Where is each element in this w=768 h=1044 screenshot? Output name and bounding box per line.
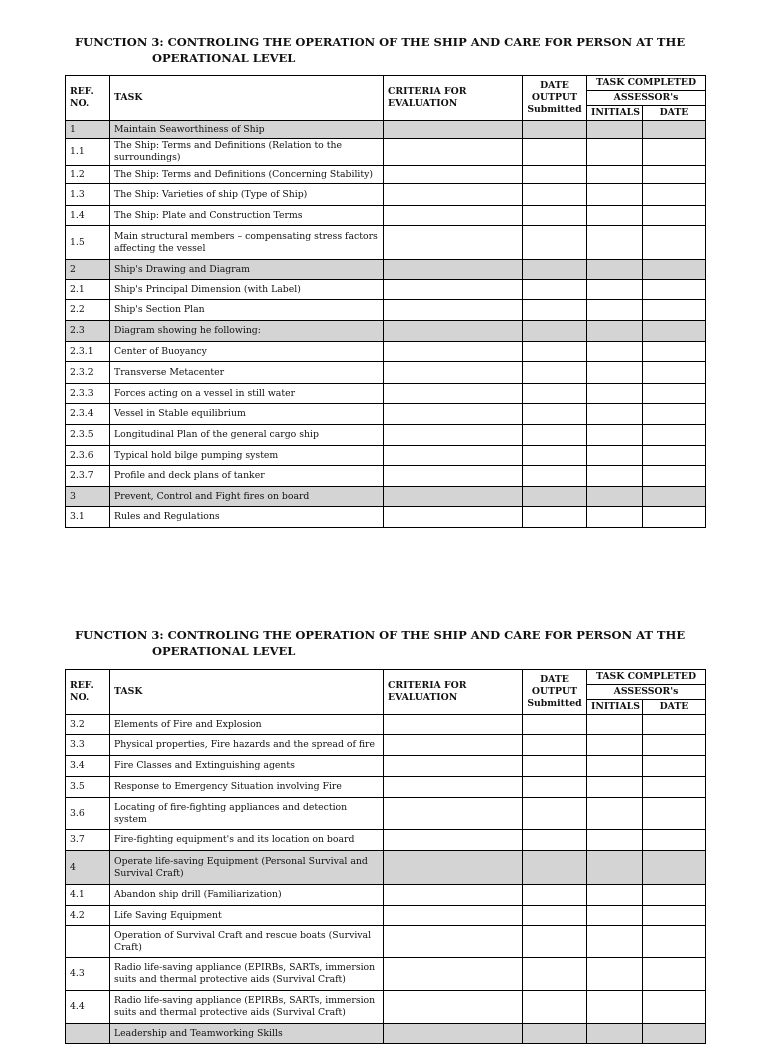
ref-cell: 2: [66, 260, 110, 280]
criteria-cell[interactable]: [384, 958, 523, 991]
date-cell[interactable]: [643, 362, 706, 384]
header-assessor: ASSESSOR's: [587, 685, 706, 700]
date-cell[interactable]: [643, 342, 706, 362]
criteria-cell[interactable]: [384, 362, 523, 384]
date-output-cell[interactable]: [523, 206, 587, 226]
date-cell[interactable]: [643, 926, 706, 958]
table-row: [66, 226, 706, 260]
task-cell: Prevent, Control and Fight fires on board: [110, 487, 384, 507]
header-task: TASK: [110, 76, 384, 121]
date-output-cell[interactable]: [523, 260, 587, 280]
table-row: [66, 715, 706, 735]
criteria-cell[interactable]: [384, 991, 523, 1024]
initials-cell[interactable]: [587, 487, 643, 507]
date-output-cell[interactable]: [523, 715, 587, 735]
date-output-cell[interactable]: [523, 777, 587, 798]
date-output-cell[interactable]: [523, 425, 587, 446]
date-cell[interactable]: [643, 798, 706, 830]
task-cell: Fire Classes and Extinguishing agents: [110, 756, 384, 777]
ref-cell: 2.3.2: [66, 362, 110, 384]
header-date: DATE: [643, 700, 706, 715]
ref-cell: [66, 1024, 110, 1044]
table-body: [66, 121, 706, 528]
date-output-cell[interactable]: [523, 906, 587, 926]
task-cell: Ship's Drawing and Diagram: [110, 260, 384, 280]
header-criteria: CRITERIA FOR EVALUATION: [384, 76, 523, 121]
criteria-cell[interactable]: [384, 384, 523, 404]
initials-cell[interactable]: [587, 885, 643, 906]
initials-cell[interactable]: [587, 184, 643, 206]
table-row: [66, 851, 706, 885]
title-line-2: OPERATIONAL LEVEL: [152, 644, 296, 658]
date-output-cell[interactable]: [523, 184, 587, 206]
table-row: [66, 885, 706, 906]
date-output-cell[interactable]: [523, 466, 587, 487]
criteria-cell[interactable]: [384, 321, 523, 342]
date-cell[interactable]: [643, 404, 706, 425]
header-criteria: CRITERIA FOR EVALUATION: [384, 670, 523, 715]
ref-cell: 3.5: [66, 777, 110, 798]
date-output-cell[interactable]: [523, 280, 587, 300]
date-cell[interactable]: [643, 446, 706, 466]
ref-cell: 1.5: [66, 226, 110, 260]
task-cell: Transverse Metacenter: [110, 362, 384, 384]
initials-cell[interactable]: [587, 735, 643, 756]
table-row: [66, 139, 706, 166]
date-cell[interactable]: [643, 121, 706, 139]
initials-cell[interactable]: [587, 851, 643, 885]
date-cell[interactable]: [643, 139, 706, 166]
table-row: [66, 384, 706, 404]
task-cell: Profile and deck plans of tanker: [110, 466, 384, 487]
criteria-cell[interactable]: [384, 487, 523, 507]
task-cell: Life Saving Equipment: [110, 906, 384, 926]
initials-cell[interactable]: [587, 121, 643, 139]
date-cell[interactable]: [643, 384, 706, 404]
ref-cell: 2.3.7: [66, 466, 110, 487]
ref-cell: 3.7: [66, 830, 110, 851]
assessment-table: [65, 669, 706, 1044]
task-cell: Main structural members – compensating stress factors affecting the vessel: [110, 226, 384, 260]
header-ref-no: REF. NO.: [66, 670, 110, 715]
ref-cell: 2.3.5: [66, 425, 110, 446]
date-cell[interactable]: [643, 756, 706, 777]
criteria-cell[interactable]: [384, 184, 523, 206]
initials-cell[interactable]: [587, 384, 643, 404]
initials-cell[interactable]: [587, 777, 643, 798]
task-cell: Maintain Seaworthiness of Ship: [110, 121, 384, 139]
task-cell: Elements of Fire and Explosion: [110, 715, 384, 735]
table-row: [66, 487, 706, 507]
ref-cell: 2.3.3: [66, 384, 110, 404]
date-cell[interactable]: [643, 166, 706, 184]
initials-cell[interactable]: [587, 206, 643, 226]
criteria-cell[interactable]: [384, 206, 523, 226]
date-cell[interactable]: [643, 777, 706, 798]
task-cell: Vessel in Stable equilibrium: [110, 404, 384, 425]
initials-cell[interactable]: [587, 756, 643, 777]
ref-cell: 4.3: [66, 958, 110, 991]
ref-cell: 2.1: [66, 280, 110, 300]
table-row: [66, 446, 706, 466]
date-cell[interactable]: [643, 830, 706, 851]
section-title: [75, 627, 695, 659]
date-output-cell[interactable]: [523, 1024, 587, 1044]
initials-cell[interactable]: [587, 906, 643, 926]
initials-cell[interactable]: [587, 991, 643, 1024]
table-row: [66, 735, 706, 756]
header-date-output: DATE OUTPUT Submitted: [523, 670, 587, 715]
initials-cell[interactable]: [587, 830, 643, 851]
task-cell: Leadership and Teamworking Skills: [110, 1024, 384, 1044]
date-cell[interactable]: [643, 226, 706, 260]
date-output-cell[interactable]: [523, 735, 587, 756]
date-output-cell[interactable]: [523, 321, 587, 342]
criteria-cell[interactable]: [384, 756, 523, 777]
criteria-cell[interactable]: [384, 798, 523, 830]
date-output-cell[interactable]: [523, 991, 587, 1024]
task-cell: Longitudinal Plan of the general cargo ship: [110, 425, 384, 446]
date-output-cell[interactable]: [523, 384, 587, 404]
initials-cell[interactable]: [587, 300, 643, 321]
table-row: [66, 121, 706, 139]
ref-cell: 3: [66, 487, 110, 507]
header-initials: INITIALS: [587, 700, 643, 715]
criteria-cell[interactable]: [384, 735, 523, 756]
ref-cell: 3.4: [66, 756, 110, 777]
table-row: [66, 1024, 706, 1044]
date-output-cell[interactable]: [523, 958, 587, 991]
initials-cell[interactable]: [587, 362, 643, 384]
task-cell: The Ship: Terms and Definitions (Relation to the surroundings): [110, 139, 384, 166]
table-row: [66, 926, 706, 958]
date-cell[interactable]: [643, 715, 706, 735]
ref-cell: 4: [66, 851, 110, 885]
criteria-cell[interactable]: [384, 466, 523, 487]
ref-cell: 2.3.4: [66, 404, 110, 425]
header-date-output: DATE OUTPUT Submitted: [523, 76, 587, 121]
criteria-cell[interactable]: [384, 404, 523, 425]
task-cell: The Ship: Terms and Definitions (Concerning Stability): [110, 166, 384, 184]
header-task: TASK: [110, 670, 384, 715]
table-row: [66, 798, 706, 830]
criteria-cell[interactable]: [384, 226, 523, 260]
section-title: [75, 34, 695, 66]
header-ref-no: REF. NO.: [66, 76, 110, 121]
table-body: [66, 715, 706, 1044]
task-cell: Diagram showing he following:: [110, 321, 384, 342]
header-task-completed: TASK COMPLETED: [587, 76, 706, 91]
assessment-table: [65, 75, 706, 528]
initials-cell[interactable]: [587, 280, 643, 300]
date-cell[interactable]: [643, 280, 706, 300]
date-cell[interactable]: [643, 507, 706, 528]
ref-cell: 3.1: [66, 507, 110, 528]
criteria-cell[interactable]: [384, 260, 523, 280]
initials-cell[interactable]: [587, 926, 643, 958]
task-cell: Radio life-saving appliance (EPIRBs, SARTs, immersion suits and thermal protective aids (Survival Craft): [110, 958, 384, 991]
task-cell: Physical properties, Fire hazards and the spread of fire: [110, 735, 384, 756]
ref-cell: 1.2: [66, 166, 110, 184]
criteria-cell[interactable]: [384, 300, 523, 321]
ref-cell: [66, 926, 110, 958]
task-cell: Radio life-saving appliance (EPIRBs, SARTs, immersion suits and thermal protective aids (Survival Craft): [110, 991, 384, 1024]
ref-cell: 2.3.6: [66, 446, 110, 466]
initials-cell[interactable]: [587, 446, 643, 466]
ref-cell: 1.1: [66, 139, 110, 166]
date-cell[interactable]: [643, 260, 706, 280]
table-row: [66, 425, 706, 446]
date-cell[interactable]: [643, 300, 706, 321]
criteria-cell[interactable]: [384, 139, 523, 166]
criteria-cell[interactable]: [384, 121, 523, 139]
criteria-cell[interactable]: [384, 507, 523, 528]
task-cell: Center of Buoyancy: [110, 342, 384, 362]
ref-cell: 2.3: [66, 321, 110, 342]
table-row: [66, 404, 706, 425]
table-row: [66, 362, 706, 384]
table-row: [66, 280, 706, 300]
table-row: [66, 342, 706, 362]
initials-cell[interactable]: [587, 466, 643, 487]
criteria-cell[interactable]: [384, 425, 523, 446]
table-row: [66, 166, 706, 184]
table-row: [66, 777, 706, 798]
title-line-1: FUNCTION 3: CONTROLING THE OPERATION OF THE SHIP AND CARE FOR PERSON AT THE: [75, 628, 686, 642]
date-output-cell[interactable]: [523, 885, 587, 906]
ref-cell: 2.3.1: [66, 342, 110, 362]
initials-cell[interactable]: [587, 321, 643, 342]
initials-cell[interactable]: [587, 260, 643, 280]
table-row: [66, 300, 706, 321]
initials-cell[interactable]: [587, 404, 643, 425]
header-initials: INITIALS: [587, 106, 643, 121]
title-line-1: FUNCTION 3: CONTROLING THE OPERATION OF THE SHIP AND CARE FOR PERSON AT THE: [75, 35, 686, 49]
criteria-cell[interactable]: [384, 926, 523, 958]
date-output-cell[interactable]: [523, 362, 587, 384]
task-cell: The Ship: Plate and Construction Terms: [110, 206, 384, 226]
task-cell: Locating of fire-fighting appliances and detection system: [110, 798, 384, 830]
date-output-cell[interactable]: [523, 507, 587, 528]
header-date: DATE: [643, 106, 706, 121]
date-cell[interactable]: [643, 184, 706, 206]
table-row: [66, 906, 706, 926]
date-cell[interactable]: [643, 466, 706, 487]
initials-cell[interactable]: [587, 798, 643, 830]
date-cell[interactable]: [643, 425, 706, 446]
initials-cell[interactable]: [587, 342, 643, 362]
criteria-cell[interactable]: [384, 446, 523, 466]
initials-cell[interactable]: [587, 226, 643, 260]
task-cell: The Ship: Varieties of ship (Type of Ship): [110, 184, 384, 206]
date-output-cell[interactable]: [523, 756, 587, 777]
task-cell: Forces acting on a vessel in still water: [110, 384, 384, 404]
ref-cell: 3.3: [66, 735, 110, 756]
table-row: [66, 830, 706, 851]
task-cell: Operation of Survival Craft and rescue boats (Survival Craft): [110, 926, 384, 958]
header-task-completed: TASK COMPLETED: [587, 670, 706, 685]
criteria-cell[interactable]: [384, 851, 523, 885]
table-row: [66, 958, 706, 991]
ref-cell: 1: [66, 121, 110, 139]
initials-cell[interactable]: [587, 1024, 643, 1044]
date-cell[interactable]: [643, 321, 706, 342]
criteria-cell[interactable]: [384, 830, 523, 851]
date-cell[interactable]: [643, 906, 706, 926]
date-output-cell[interactable]: [523, 342, 587, 362]
criteria-cell[interactable]: [384, 885, 523, 906]
initials-cell[interactable]: [587, 715, 643, 735]
header-assessor: ASSESSOR's: [587, 91, 706, 106]
task-cell: Rules and Regulations: [110, 507, 384, 528]
criteria-cell[interactable]: [384, 166, 523, 184]
criteria-cell[interactable]: [384, 715, 523, 735]
criteria-cell[interactable]: [384, 1024, 523, 1044]
date-cell[interactable]: [643, 487, 706, 507]
date-cell[interactable]: [643, 206, 706, 226]
table-row: [66, 321, 706, 342]
date-output-cell[interactable]: [523, 851, 587, 885]
initials-cell[interactable]: [587, 425, 643, 446]
date-cell[interactable]: [643, 735, 706, 756]
initials-cell[interactable]: [587, 507, 643, 528]
date-output-cell[interactable]: [523, 139, 587, 166]
ref-cell: 4.1: [66, 885, 110, 906]
ref-cell: 1.3: [66, 184, 110, 206]
task-cell: Ship's Section Plan: [110, 300, 384, 321]
date-output-cell[interactable]: [523, 404, 587, 425]
date-output-cell[interactable]: [523, 121, 587, 139]
date-cell[interactable]: [643, 1024, 706, 1044]
initials-cell[interactable]: [587, 139, 643, 166]
table-row: [66, 756, 706, 777]
ref-cell: 2.2: [66, 300, 110, 321]
table-row: [66, 991, 706, 1024]
initials-cell[interactable]: [587, 958, 643, 991]
date-output-cell[interactable]: [523, 166, 587, 184]
initials-cell[interactable]: [587, 166, 643, 184]
ref-cell: 4.4: [66, 991, 110, 1024]
task-cell: Operate life-saving Equipment (Personal Survival and Survival Craft): [110, 851, 384, 885]
task-cell: Abandon ship drill (Familiarization): [110, 885, 384, 906]
date-output-cell[interactable]: [523, 830, 587, 851]
title-line-2: OPERATIONAL LEVEL: [152, 51, 296, 65]
ref-cell: 3.2: [66, 715, 110, 735]
date-output-cell[interactable]: [523, 226, 587, 260]
date-cell[interactable]: [643, 851, 706, 885]
date-output-cell[interactable]: [523, 300, 587, 321]
criteria-cell[interactable]: [384, 280, 523, 300]
criteria-cell[interactable]: [384, 906, 523, 926]
date-output-cell[interactable]: [523, 446, 587, 466]
date-output-cell[interactable]: [523, 798, 587, 830]
date-output-cell[interactable]: [523, 487, 587, 507]
date-cell[interactable]: [643, 991, 706, 1024]
ref-cell: 3.6: [66, 798, 110, 830]
ref-cell: 1.4: [66, 206, 110, 226]
table-row: [66, 184, 706, 206]
table-row: [66, 466, 706, 487]
date-cell[interactable]: [643, 958, 706, 991]
task-cell: Response to Emergency Situation involving Fire: [110, 777, 384, 798]
criteria-cell[interactable]: [384, 342, 523, 362]
date-cell[interactable]: [643, 885, 706, 906]
ref-cell: 4.2: [66, 906, 110, 926]
date-output-cell[interactable]: [523, 926, 587, 958]
criteria-cell[interactable]: [384, 777, 523, 798]
table-row: [66, 507, 706, 528]
task-cell: Fire-fighting equipment's and its location on board: [110, 830, 384, 851]
table-row: [66, 206, 706, 226]
task-cell: Typical hold bilge pumping system: [110, 446, 384, 466]
task-cell: Ship's Principal Dimension (with Label): [110, 280, 384, 300]
table-row: [66, 260, 706, 280]
